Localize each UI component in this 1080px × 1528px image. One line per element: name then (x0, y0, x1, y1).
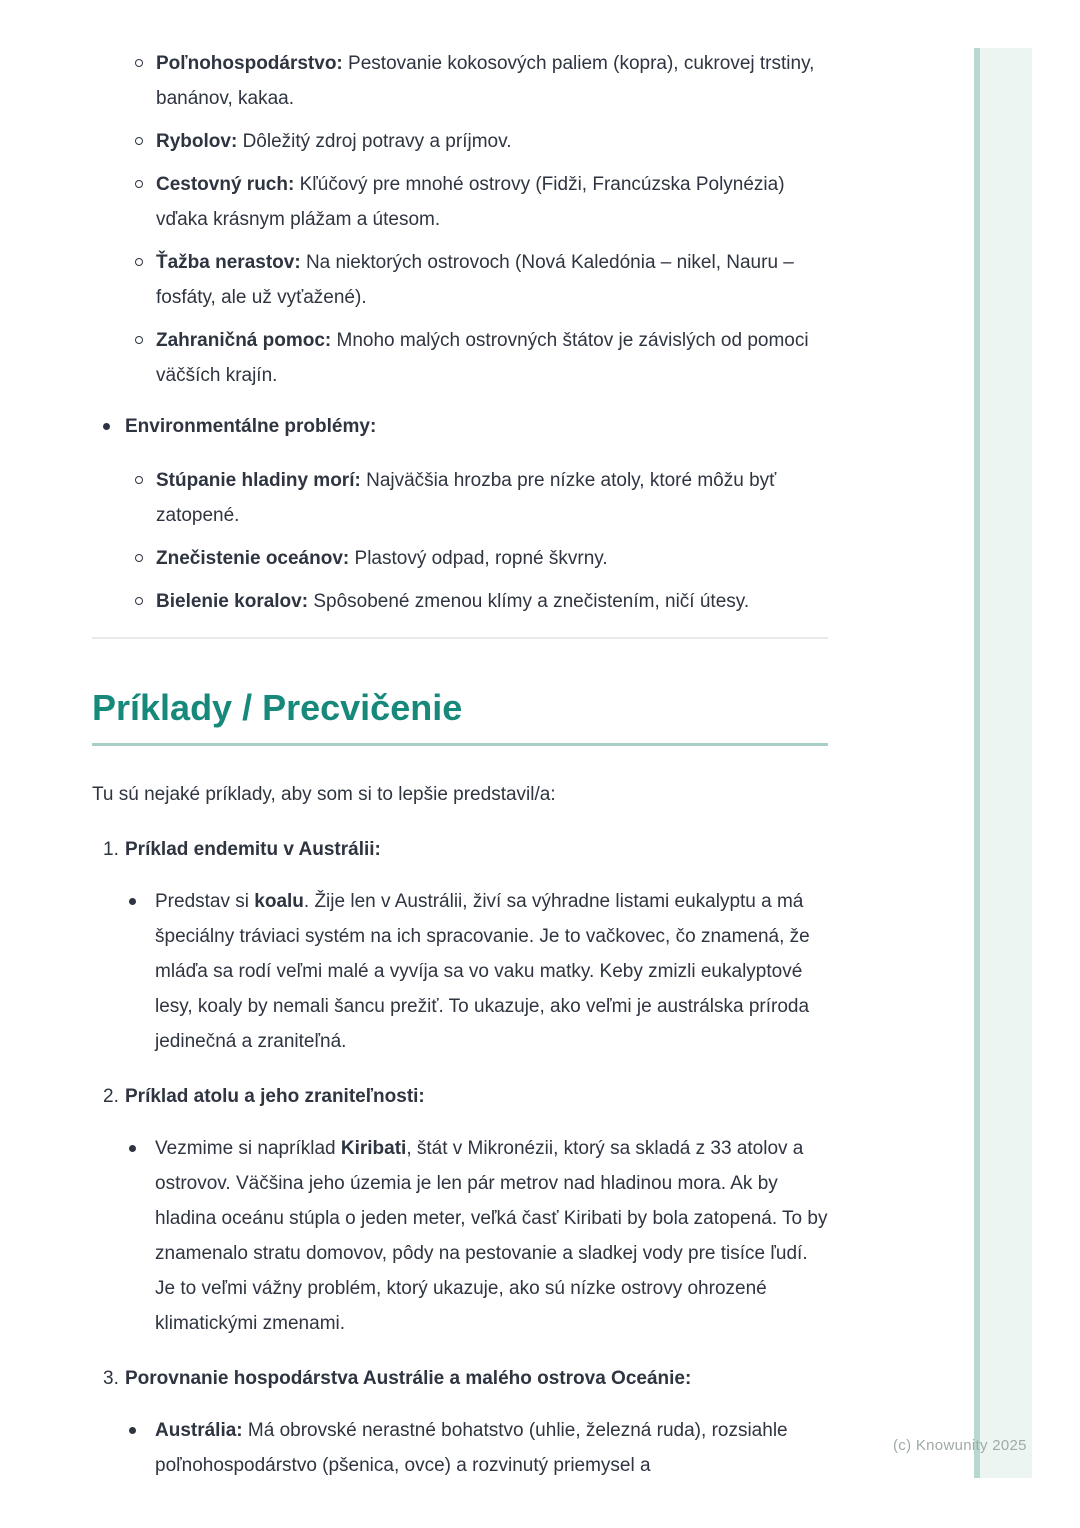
list-item-text: Bielenie koralov: Spôsobené zmenou klímy a znečistením, ničí útesy. (156, 591, 750, 612)
bold-term: Kiribati (340, 1138, 407, 1159)
section-divider (92, 637, 828, 639)
disc-bullet-icon (129, 898, 136, 905)
list-item (92, 245, 828, 315)
list-item-label: Ťažba nerastov: (156, 252, 301, 273)
list-item (92, 323, 828, 393)
circle-bullet-icon (135, 336, 143, 344)
environment-section-title (92, 409, 828, 444)
bullet-paragraph: Austrália: Má obrovské nerastné bohatstvo (uhlie, železná ruda), rozsiahle poľnohospodárstvo (pšenica, ovce) a rozvinutý priemysel a (155, 1420, 788, 1476)
numbered-item-3 (92, 1361, 828, 1396)
list-item-label: Rybolov: (156, 131, 238, 152)
list-number: 2. (103, 1086, 119, 1107)
bold-term: Austrália: (155, 1420, 243, 1441)
list-item-text: Cestovný ruch: Kľúčový pre mnohé ostrovy (Fidži, Francúzska Polynézia) vďaka krásnym plážam a útesom. (156, 174, 785, 230)
watermark: (c) Knowunity 2025 (893, 1437, 1027, 1454)
economy-list (92, 46, 828, 393)
list-item-label: Poľnohospodárstvo: (156, 53, 343, 74)
list-item-text: Zahraničná pomoc: Mnoho malých ostrovných štátov je závislých od pomoci väčších krajín. (156, 330, 809, 386)
list-item-text: Znečistenie oceánov: Plastový odpad, ropné škvrny. (156, 548, 608, 569)
list-item (92, 124, 828, 159)
disc-bullet-icon (103, 423, 110, 430)
list-item (92, 167, 828, 237)
list-item (92, 541, 828, 576)
list-item-text: Ťažba nerastov: Na niektorých ostrovoch (Nová Kaledónia – nikel, Nauru – fosfáty, ale už vyťažené). (156, 252, 794, 308)
numbered-item-title: Príklad atolu a jeho zraniteľnosti: (125, 1086, 425, 1107)
list-item (92, 463, 828, 533)
numbered-item-title: Príklad endemitu v Austrálii: (125, 839, 381, 860)
list-item-text: Stúpanie hladiny morí: Najväčšia hrozba pre nízke atoly, ktoré môžu byť zatopené. (156, 470, 777, 526)
list-item (92, 46, 828, 116)
section-title-text: Environmentálne problémy: (125, 416, 377, 437)
page-title: Príklady / Precvičenie (92, 685, 828, 746)
numbered-item-3-bullet (92, 1413, 828, 1483)
list-item-label: Cestovný ruch: (156, 174, 295, 195)
environment-list (92, 463, 828, 619)
circle-bullet-icon (135, 59, 143, 67)
circle-bullet-icon (135, 258, 143, 266)
intro-paragraph: Tu sú nejaké príklady, aby som si to lepšie predstavil/a: (92, 784, 556, 805)
list-item-label: Znečistenie oceánov: (156, 548, 350, 569)
circle-bullet-icon (135, 180, 143, 188)
list-item-text: Poľnohospodárstvo: Pestovanie kokosových paliem (kopra), cukrovej trstiny, banánov, kakaa. (156, 53, 815, 109)
numbered-item-1 (92, 832, 828, 867)
list-item (92, 584, 828, 619)
list-item-label: Zahraničná pomoc: (156, 330, 332, 351)
numbered-item-2 (92, 1079, 828, 1114)
list-item-label: Stúpanie hladiny morí: (156, 470, 361, 491)
notes-page-content (92, 46, 828, 1483)
disc-bullet-icon (129, 1427, 136, 1434)
list-number: 3. (103, 1368, 119, 1389)
circle-bullet-icon (135, 597, 143, 605)
numbered-item-2-bullet (92, 1131, 828, 1341)
bullet-paragraph: Predstav si koalu. Žije len v Austrálii, živí sa výhradne listami eukalyptu a má špeciálny tráviaci systém na ich spracovanie. Je to vačkovec, čo znamená, že mláďa sa rodí veľmi malé a vyvíja sa vo vaku matky. Keby zmizli eukalyptové lesy, koaly by nemali šancu prežiť. To ukazuje, ako veľmi je austrálska príroda jedinečná a zraniteľná. (155, 891, 810, 1052)
bullet-paragraph: Vezmime si napríklad Kiribati, štát v Mikronézii, ktorý sa skladá z 33 atolov a ostrovov. Väčšina jeho územia je len pár metrov nad hladinou mora. Ak by hladina oceánu stúpla o jeden meter, veľká časť Kiribati by bola zatopená. To by znamenalo stratu domovov, pôdy na pestovanie a sladkej vody pre tisíce ľudí. Je to veľmi vážny problém, ktorý ukazuje, ako sú nízke ostrovy ohrozené klimatickými zmenami. (155, 1138, 828, 1334)
numbered-item-1-bullet (92, 884, 828, 1059)
circle-bullet-icon (135, 554, 143, 562)
list-item-label: Bielenie koralov: (156, 591, 309, 612)
disc-bullet-icon (129, 1145, 136, 1152)
circle-bullet-icon (135, 137, 143, 145)
list-item-text: Rybolov: Dôležitý zdroj potravy a príjmov. (156, 131, 512, 152)
right-margin-bar (974, 48, 1032, 1478)
circle-bullet-icon (135, 476, 143, 484)
list-number: 1. (103, 839, 119, 860)
numbered-item-title: Porovnanie hospodárstva Austrálie a malého ostrova Oceánie: (125, 1368, 692, 1389)
bold-term: koalu (254, 891, 304, 912)
